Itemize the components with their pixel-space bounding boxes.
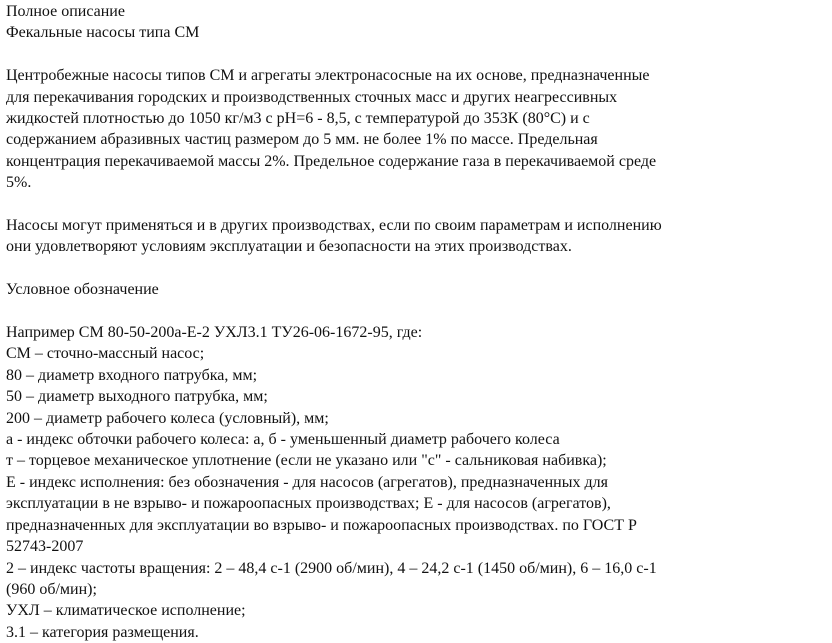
- paragraph-line: для перекачивания городских и производственных сточных масс и других неагрессивных: [6, 88, 618, 106]
- paragraph-line: 5%.: [6, 174, 32, 192]
- designation-line: 3.1 – категория размещения.: [6, 623, 199, 641]
- paragraph-line: содержанием абразивных частиц размером до 5 мм. не более 1% по массе. Предельная: [6, 131, 598, 149]
- designation-line: 80 – диаметр входного патрубка, мм;: [6, 366, 258, 384]
- document-body: [6, 1, 826, 643]
- blank-line: [6, 258, 826, 279]
- designation-line: т – торцевое механическое уплотнение (если не указано или "с" - сальниковая набивка);: [6, 452, 607, 470]
- designation-line: Например СМ 80-50-200а-Е-2 УХЛ3.1 ТУ26-06-1672-95, где:: [6, 324, 423, 342]
- designation-line: СМ – сточно-массный насос;: [6, 345, 205, 363]
- paragraph-line: Центробежные насосы типов СМ и агрегаты электронасосные на их основе, предназначенные: [6, 67, 650, 85]
- designation-line: (960 об/мин);: [6, 580, 97, 598]
- designation-line: а - индекс обточки рабочего колеса: а, б - уменьшенный диаметр рабочего колеса: [6, 431, 560, 449]
- paragraph-line: Насосы могут применяться и в других производствах, если по своим параметрам и исполнению: [6, 217, 662, 235]
- designation-line: 2 – индекс частоты вращения: 2 – 48,4 с-1 (2900 об/мин), 4 – 24,2 с-1 (1450 об/мин), 6 – 16,0 с-1: [6, 559, 657, 577]
- designation-line: 50 – диаметр выходного патрубка, мм;: [6, 388, 268, 406]
- paragraph-application: [6, 215, 826, 258]
- designation-line: УХЛ – климатическое исполнение;: [6, 602, 246, 620]
- paragraph-line: они удовлетворяют условиям эксплуатации и безопасности на этих производствах.: [6, 238, 572, 256]
- document-heading: Полное описание: [6, 3, 125, 20]
- paragraph-line: концентрация перекачиваемой массы 2%. Предельное содержание газа в перекачиваемой среде: [6, 152, 657, 170]
- designation-line: Е - индекс исполнения: без обозначения - для насосов (агрегатов), предназначенных для: [6, 473, 608, 491]
- designation-line: предназначенных для эксплуатации во взрыво- и пожароопасных производствах. по ГОСТ Р: [6, 516, 637, 534]
- blank-line: [6, 194, 826, 215]
- designation-line: эксплуатации в не взрыво- и пожароопасных производствах; Е - для насосов (агрегатов),: [6, 495, 611, 513]
- designation-list: [6, 322, 826, 643]
- paragraph-description: [6, 65, 826, 193]
- blank-line: [6, 44, 826, 65]
- section-title: Условное обозначение: [6, 281, 159, 299]
- blank-line: [6, 301, 826, 322]
- document-title: Фекальные насосы типа СМ: [6, 24, 200, 42]
- paragraph-line: жидкостей плотностью до 1050 кг/м3 с рН=6 - 8,5, с температурой до 353К (80°С) и с: [6, 110, 590, 128]
- designation-line: 52743-2007: [6, 538, 84, 556]
- designation-line: 200 – диаметр рабочего колеса (условный), мм;: [6, 409, 329, 427]
